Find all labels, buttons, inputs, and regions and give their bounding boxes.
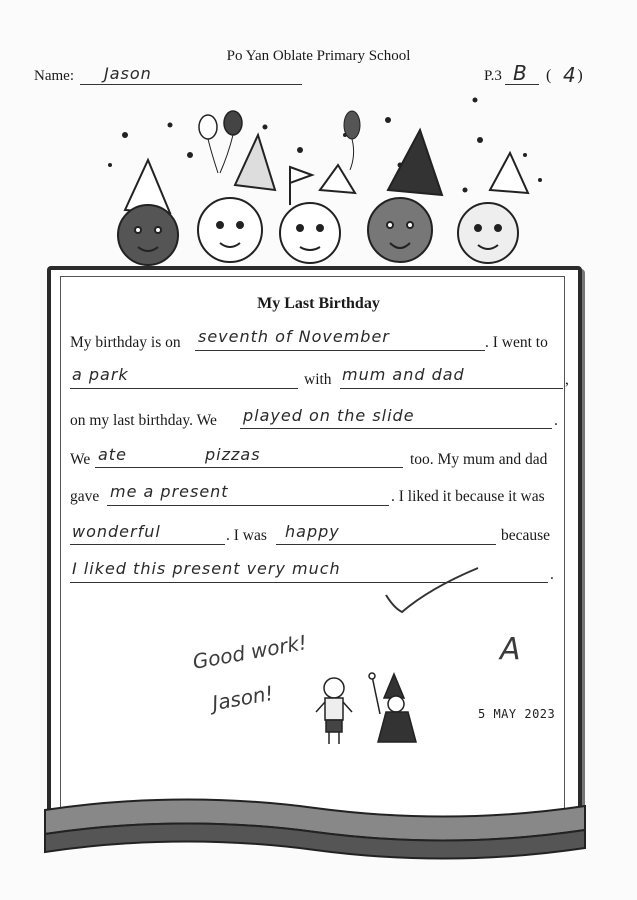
because-answer: I liked this present very much	[72, 559, 341, 578]
line3-text-a: on my last birthday. We	[70, 412, 217, 429]
reason-answer: wonderful	[72, 522, 161, 541]
feeling-blank[interactable]	[276, 544, 496, 545]
activity-blank[interactable]	[240, 428, 552, 429]
date-stamp: 5 MAY 2023	[478, 707, 556, 721]
teacher-comment-1: Good work!	[190, 630, 309, 674]
balloon-icon	[199, 111, 360, 173]
line4-text-a: We	[70, 451, 91, 468]
activity-answer: played on the slide	[243, 406, 415, 425]
party-hat-icon	[125, 130, 528, 213]
grade-mark: A	[500, 632, 521, 667]
line3-text-b: .	[554, 412, 558, 429]
food-answer: pizzas	[205, 445, 261, 464]
class-value: B	[513, 61, 528, 85]
birthday-date-blank[interactable]	[195, 350, 485, 351]
school-name: Po Yan Oblate Primary School	[226, 48, 411, 64]
line5-text-b: . I liked it because it was	[391, 488, 545, 505]
confetti-dots	[108, 98, 542, 193]
kid-and-wizard-illustration	[312, 670, 432, 750]
party-kids-illustration	[70, 95, 570, 275]
flag-icon	[290, 167, 312, 205]
index-number: 4	[563, 63, 577, 87]
class-label: P.3	[484, 68, 502, 84]
name-label: Name:	[34, 68, 74, 84]
companion-answer: mum and dad	[342, 365, 465, 384]
scroll-ribbon-decoration	[40, 790, 590, 870]
feeling-answer: happy	[285, 522, 340, 541]
food-blank[interactable]	[95, 467, 403, 468]
index-open: (	[546, 67, 552, 84]
gift-answer: me a present	[110, 482, 229, 501]
line6-text-b: because	[501, 527, 551, 544]
companion-blank[interactable]	[340, 388, 563, 389]
gift-blank[interactable]	[107, 505, 389, 506]
line2-text-a: with	[304, 371, 332, 388]
kid-faces	[118, 198, 518, 265]
line2-text-b: ,	[565, 371, 569, 388]
reason-blank[interactable]	[70, 544, 225, 545]
line5-text-a: gave	[70, 488, 100, 505]
teacher-comment-2: Jason!	[210, 680, 276, 716]
place-answer: a park	[72, 365, 129, 384]
worksheet-title: My Last Birthday	[257, 295, 380, 312]
line6-text-a: . I was	[226, 527, 267, 544]
place-blank[interactable]	[70, 388, 298, 389]
name-line	[80, 84, 302, 85]
birthday-date-answer: seventh of November	[198, 327, 390, 346]
student-name: Jason	[104, 64, 152, 83]
tick-mark-icon	[380, 560, 490, 620]
line7-text-b: .	[550, 566, 554, 583]
line4-text-b: too. My mum and dad	[410, 451, 548, 468]
line1-text-a: My birthday is on	[70, 334, 181, 351]
line1-text-b: . I went to	[485, 334, 548, 351]
food-verb-answer: ate	[98, 445, 127, 464]
index-close: )	[577, 67, 583, 84]
